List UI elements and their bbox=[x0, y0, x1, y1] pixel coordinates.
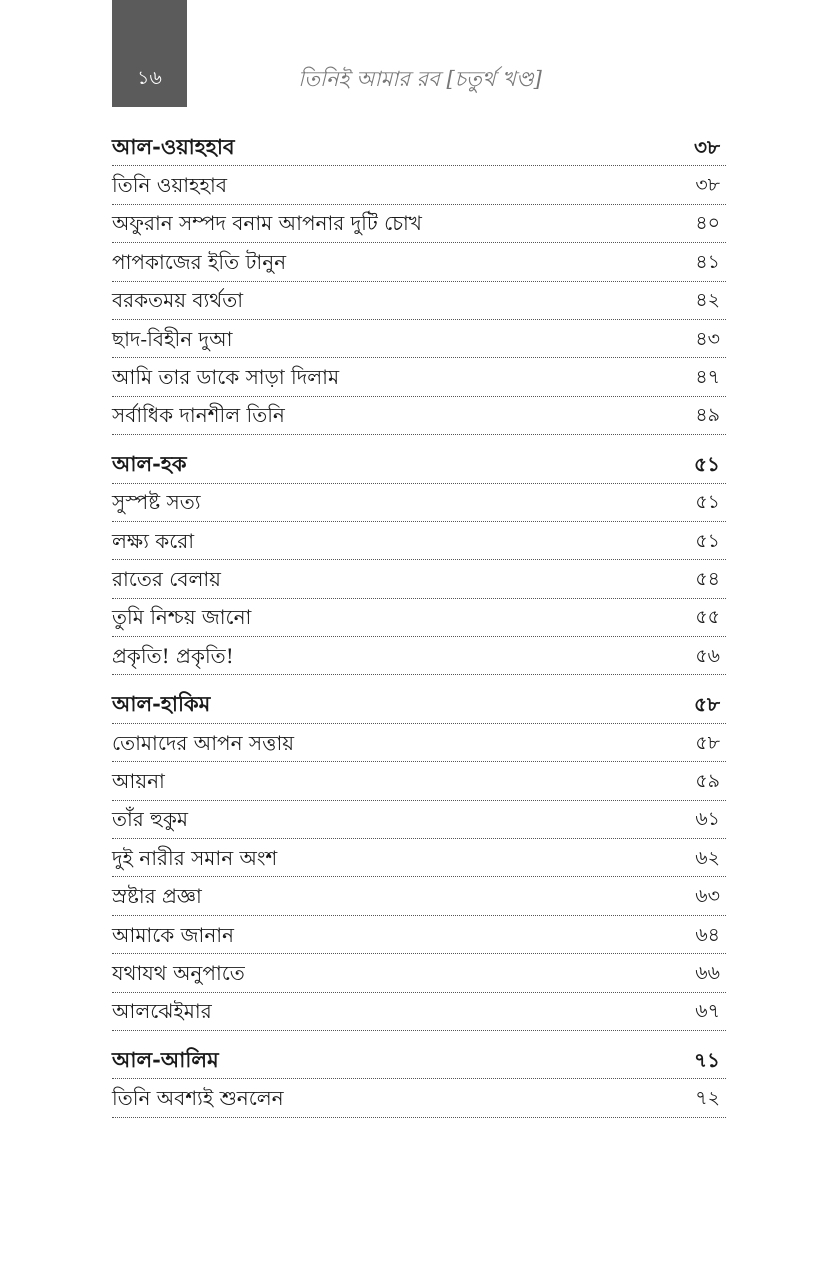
toc-entry[interactable] bbox=[112, 320, 726, 358]
toc-entry[interactable] bbox=[112, 484, 726, 522]
toc-entry-title: আলঝেইমার bbox=[112, 999, 212, 1024]
toc-section bbox=[112, 445, 726, 675]
toc-entry-title: তুমি নিশ্চয় জানো bbox=[112, 605, 252, 630]
toc-heading-page: ৫১ bbox=[694, 451, 720, 476]
toc-entry-page: ৬৭ bbox=[695, 1000, 720, 1023]
toc-entry-title: দুই নারীর সমান অংশ bbox=[112, 845, 278, 870]
toc-entry-title: তোমাদের আপন সত্তায় bbox=[112, 730, 295, 755]
toc-entry[interactable] bbox=[112, 801, 726, 839]
toc-entry-page: ৪০ bbox=[695, 212, 720, 235]
toc-entry-title: পাপকাজের ইতি টানুন bbox=[112, 249, 287, 274]
toc-entry-page: ৪৩ bbox=[695, 327, 720, 350]
toc-entry-page: ৭২ bbox=[695, 1087, 720, 1110]
toc-entry[interactable] bbox=[112, 205, 726, 243]
page-number-tab bbox=[112, 0, 187, 107]
toc-heading-page: ৩৮ bbox=[694, 134, 720, 159]
toc-entry-page: ৬৬ bbox=[695, 961, 720, 984]
toc-entry[interactable] bbox=[112, 724, 726, 762]
toc-entry-title: আমাকে জানান bbox=[112, 922, 234, 947]
toc-entry-page: ৫৮ bbox=[695, 731, 720, 754]
toc-section-heading[interactable] bbox=[112, 1041, 726, 1079]
toc-heading-page: ৫৮ bbox=[694, 692, 720, 717]
toc-entry-title: আমি তার ডাকে সাড়া দিলাম bbox=[112, 365, 340, 390]
toc-heading-title: আল-হাকিম bbox=[112, 691, 211, 717]
toc-entry[interactable] bbox=[112, 1079, 726, 1117]
toc-entry-title: সর্বাধিক দানশীল তিনি bbox=[112, 403, 285, 428]
toc-entry-page: ৬২ bbox=[695, 846, 720, 869]
toc-entry-page: ৫৯ bbox=[695, 769, 720, 792]
table-of-contents bbox=[112, 128, 726, 1128]
toc-entry-page: ৬৩ bbox=[695, 885, 720, 908]
toc-entry-title: ছাদ-বিহীন দুআ bbox=[112, 326, 233, 351]
toc-heading-title: আল-আলিম bbox=[112, 1046, 219, 1072]
toc-entry-title: তাঁর হুকুম bbox=[112, 807, 189, 832]
toc-entry-title: রাতের বেলায় bbox=[112, 566, 221, 591]
toc-section bbox=[112, 1041, 726, 1118]
toc-entry-page: ৪১ bbox=[695, 250, 720, 273]
running-title: তিনিই আমার রব [চতুর্থ খণ্ড] bbox=[298, 67, 542, 91]
toc-entry-page: ৫৫ bbox=[695, 606, 720, 629]
toc-entry-title: তিনি ওয়াহহাব bbox=[112, 173, 227, 198]
toc-entry[interactable] bbox=[112, 877, 726, 915]
toc-entry[interactable] bbox=[112, 954, 726, 992]
toc-section-heading[interactable] bbox=[112, 685, 726, 723]
toc-entry[interactable] bbox=[112, 397, 726, 435]
toc-heading-title: আল-ওয়াহহাব bbox=[112, 133, 235, 159]
toc-entry-page: ৪২ bbox=[695, 289, 720, 312]
toc-entry[interactable] bbox=[112, 637, 726, 675]
toc-entry[interactable] bbox=[112, 522, 726, 560]
toc-section-heading[interactable] bbox=[112, 445, 726, 483]
toc-entry[interactable] bbox=[112, 762, 726, 800]
toc-entry-page: ৬৪ bbox=[695, 923, 720, 946]
toc-entry-title: তিনি অবশ্যই শুনলেন bbox=[112, 1086, 284, 1111]
toc-entry-title: আয়না bbox=[112, 768, 165, 793]
toc-entry[interactable] bbox=[112, 916, 726, 954]
toc-entry-page: ৫৬ bbox=[695, 644, 720, 667]
toc-entry[interactable] bbox=[112, 993, 726, 1031]
toc-entry[interactable] bbox=[112, 243, 726, 281]
toc-section bbox=[112, 128, 726, 435]
toc-entry-title: সুস্পষ্ট সত্য bbox=[112, 490, 201, 515]
toc-entry-page: ৪৯ bbox=[695, 404, 720, 427]
toc-entry[interactable] bbox=[112, 839, 726, 877]
toc-entry-page: ৫১ bbox=[695, 491, 720, 514]
toc-entry[interactable] bbox=[112, 599, 726, 637]
toc-entry-title: যথাযথ অনুপাতে bbox=[112, 960, 245, 985]
toc-entry-page: ৬১ bbox=[695, 808, 720, 831]
toc-section bbox=[112, 685, 726, 1031]
toc-entry[interactable] bbox=[112, 282, 726, 320]
toc-entry-page: ৫৪ bbox=[695, 567, 720, 590]
toc-section-heading[interactable] bbox=[112, 128, 726, 166]
toc-entry[interactable] bbox=[112, 166, 726, 204]
toc-entry-page: ৫১ bbox=[695, 529, 720, 552]
toc-entry[interactable] bbox=[112, 358, 726, 396]
toc-entry-page: ৩৮ bbox=[695, 174, 720, 197]
toc-entry[interactable] bbox=[112, 560, 726, 598]
toc-heading-page: ৭১ bbox=[694, 1047, 720, 1072]
toc-entry-page: ৪৭ bbox=[695, 366, 720, 389]
toc-entry-title: স্রষ্টার প্রজ্ঞা bbox=[112, 884, 202, 909]
toc-entry-title: প্রকৃতি! প্রকৃতি! bbox=[112, 643, 234, 668]
toc-entry-title: অফুরান সম্পদ বনাম আপনার দুটি চোখ bbox=[112, 211, 422, 236]
page-number: ১৬ bbox=[137, 67, 162, 89]
toc-heading-title: আল-হক bbox=[112, 450, 187, 476]
toc-entry-title: লক্ষ্য করো bbox=[112, 528, 195, 553]
toc-entry-title: বরকতময় ব্যর্থতা bbox=[112, 288, 244, 313]
